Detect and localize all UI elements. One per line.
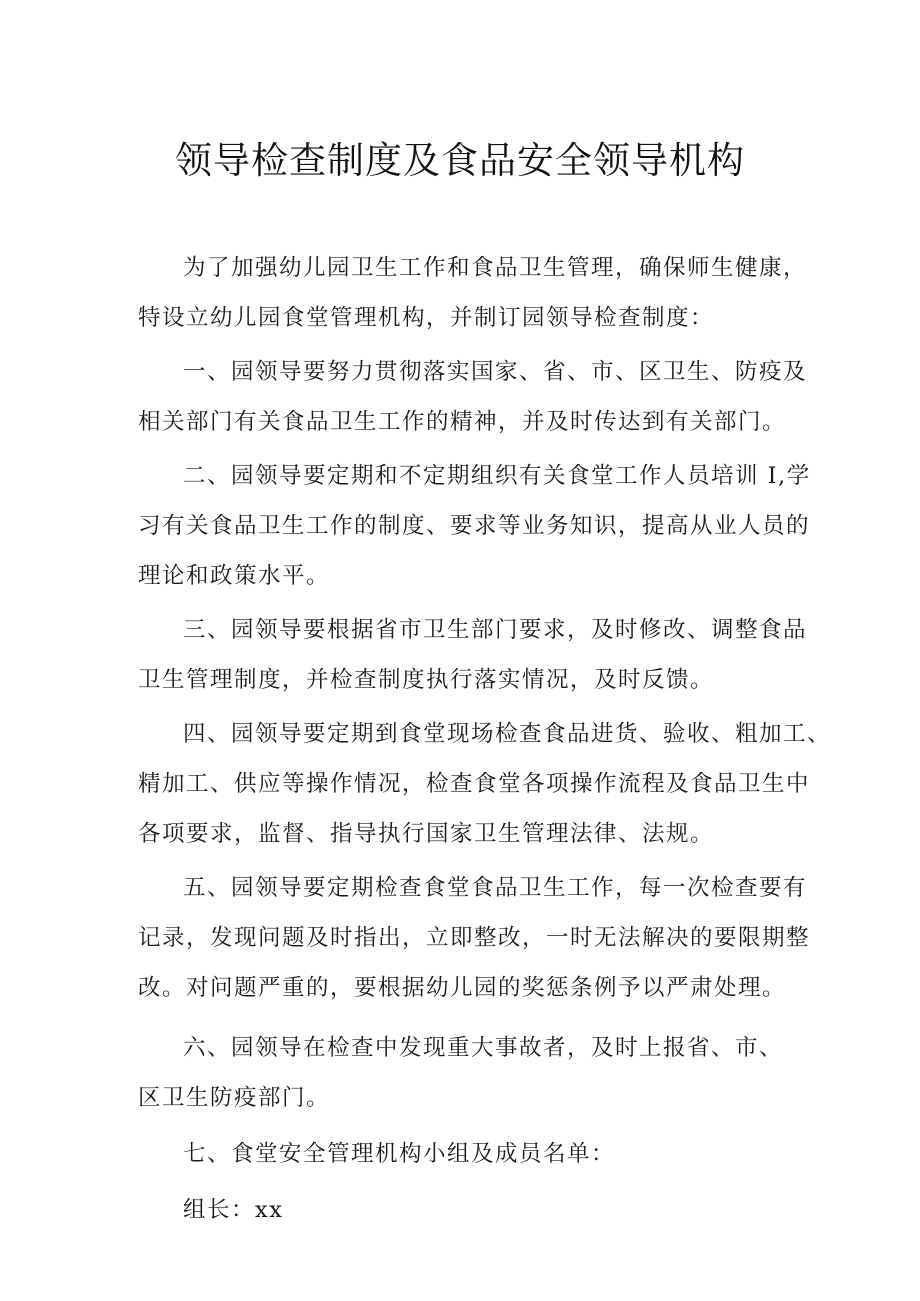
paragraph-item-7: [138, 1129, 798, 1179]
paragraph-intro: [138, 243, 808, 343]
paragraph-item-1: [138, 347, 808, 447]
paragraph-item-5: [138, 863, 811, 1013]
document-title: 领导检查制度及食品安全领导机构: [175, 139, 745, 182]
paragraph-line: 相关部门有关食品卫生工作的精神，并及时传达到有关部门。: [138, 409, 787, 435]
paragraph-line: 三、园领导要根据省市卫生部门要求，及时修改、调整食品: [183, 617, 808, 643]
paragraph-line: 为了加强幼儿园卫生工作和食品卫生管理，确保师生健康，: [183, 255, 808, 281]
paragraph-line: 一、园领导要努力贯彻落实国家、省、市、区卫生、防疫及: [183, 359, 808, 385]
paragraph-item-3: [138, 605, 808, 705]
paragraph-line: 四、园领导要定期到食堂现场检查食品进货、验收、粗加工、: [183, 721, 832, 747]
paragraph-item-6: [138, 1023, 798, 1123]
document-body: [138, 243, 832, 1235]
paragraph-line: 五、园领导要定期检查食堂食品卫生工作，每一次检查要有: [183, 875, 808, 901]
paragraph-line: 二、园领导要定期和不定期组织有关食堂工作人员培训 I,学: [183, 463, 811, 489]
paragraph-line: 六、园领导在检查中发现重大事故者，及时上报省、市、: [183, 1035, 784, 1061]
group-leader-line: [138, 1185, 798, 1235]
paragraph-line: 改。对问题严重的，要根据幼儿园的奖惩条例予以严肃处理。: [138, 975, 787, 1001]
paragraph-line: 卫生管理制度，并检查制度执行落实情况，及时反馈。: [138, 667, 715, 693]
paragraph-line: 各项要求，监督、指导执行国家卫生管理法律、法规。: [138, 821, 715, 847]
paragraph-line: 理论和政策水平。: [138, 563, 331, 589]
paragraph-line: 七、食堂安全管理机构小组及成员名单：: [183, 1141, 616, 1167]
paragraph-line: 特设立幼儿园食堂管理机构，并制订园领导检查制度：: [138, 305, 715, 331]
paragraph-item-4: [138, 709, 832, 859]
paragraph-item-2: [138, 451, 811, 601]
paragraph-line: 区卫生防疫部门。: [138, 1085, 331, 1111]
paragraph-line: 组长：xx: [183, 1197, 284, 1223]
paragraph-line: 记录，发现问题及时指出，立即整改，一时无法解决的要限期整: [138, 925, 811, 951]
paragraph-line: 精加工、供应等操作情况，检查食堂各项操作流程及食品卫生中: [138, 771, 811, 797]
paragraph-line: 习有关食品卫生工作的制度、要求等业务知识，提高从业人员的: [138, 513, 811, 539]
